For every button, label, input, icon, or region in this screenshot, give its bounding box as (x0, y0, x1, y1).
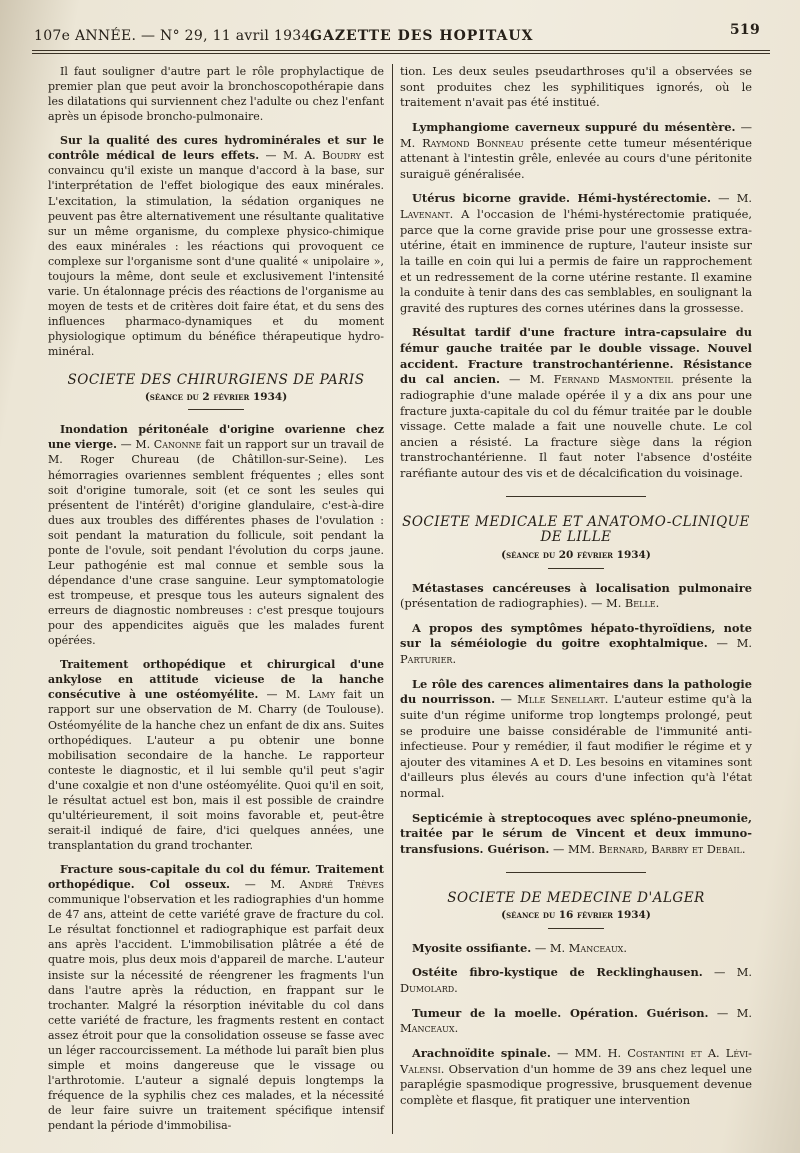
header-rule (32, 50, 770, 51)
article-author: — M. A. Boudry (265, 149, 361, 163)
article-title: Myosite ossifiante. (412, 940, 532, 955)
society-heading: SOCIETE DES CHIRURGIENS DE PARIS (67, 372, 365, 389)
article-body: présente la radiographie d'une malade opérée il y a dix ans pour une fracture juxta-capitale du col du fémur traitée par le double vissage. Cette malade a fait une nouvelle chute. Le col ancien a résisté. La fracture siège dans la région transtrochantérienne. Il faut noter l'absence d'ostéite raréfiante autour des vis et de décalcification du voisinage. (400, 372, 752, 480)
article-inondation (48, 422, 384, 648)
society-heading: SOCIETE DE MEDECINE D'ALGER (447, 889, 705, 906)
article-title: Sur la qualité des cures hydrominérales et sur le contrôle médical de leurs effets. (48, 134, 384, 163)
article-body: fait un rapport sur une observation de M. Charry (de Toulouse). Ostéomyélite de la hanche chez un enfant de dix ans. Suites orthopédiques. L'auteur a pu obtenir une bonne mobilisation secondaire de la hanche. Le rapporteur conteste le diagnostic, et il lui semble qu'il peut s'agir d'une coxalgie et non d'une ostéomyélite. Quoi qu'il en soit, le résultat actuel est bon, mais il est possible de craindre qu'ultérieurement, il soit moins favorable et, peut-être serait-il indiqué de faire, d'ici quelques années, une transplantation du grand trochanter. (48, 688, 385, 852)
society-heading: SOCIETE MEDICALE ET ANATOMO-CLINIQUE DE LILLE (402, 513, 750, 546)
article-title: Résultat tardif d'une fracture intra-capsulaire du fémur gauche traitée par le double vissage. Nouvel accident. Fracture transtrochantérienne. Résistance du cal ancien. (400, 325, 752, 387)
article-title: Tumeur de la moelle. Opération. Guérison. (412, 1005, 709, 1020)
article-fracture-col (48, 862, 384, 1133)
left-column (48, 64, 384, 1142)
article-author: — M. Belle. (591, 596, 660, 611)
article-title: Lymphangiome caverneux suppuré du mésentère. (412, 119, 736, 134)
article-author: — MM. H. Costantini et A. Lévi-Valensi. (400, 1045, 752, 1076)
meeting-date: (séance du 2 février 1934) (144, 391, 288, 404)
article-author: — M. Dumolard. (400, 965, 752, 995)
article-hydromineral (48, 133, 384, 359)
article-title: Ostéite fibro-kystique de Recklinghausen. (412, 965, 703, 980)
article-body: Observation d'un homme de 39 ans chez lequel une paraplégie spasmodique progressive, brusquement devenue complète et flasque, fit pratiquer une intervention (400, 1061, 752, 1107)
article-author: — M. Manceaux. (400, 1005, 752, 1036)
article-carences (400, 677, 752, 802)
article-lymphangiome (400, 120, 752, 183)
article-author: — M. André Trèves (244, 878, 384, 892)
article-body: communique l'observation et les radiographies d'un homme de 47 ans, atteint de cette variété grave de fracture du col. Le résultat fonctionnel et radiographique est parfait deux ans après l'accident. L'immobilisation plâtrée a été de quatre mois, plus deux mois d'appareil de marche. L'auteur insiste sur la nécessité de réengrener les fragments l'un dans l'autre après la réduction, en frappant sur le trochanter. Malgré la résorption inévitable du col dans cette variété de fracture, les fragments restent en contact assez étroit pour que la consolidation osseuse se fasse avec un léger raccourcissement. La méthode lui paraît bien plus simple et moins dangereuse que le vissage ou l'arthrotomie. L'auteur a signalé depuis longtemps la fréquence de la syphilis chez ces malades, et la nécessité de leur faire suivre un traitement spécifique intensif pendant la période d'immobilisa- (48, 893, 384, 1133)
issue-line: 107e ANNÉE. — N° 29, 11 avril 1934. (34, 28, 316, 44)
article-uterus (400, 191, 752, 316)
article-title: Métastases cancéreuses à localisation pulmonaire (412, 580, 752, 595)
article-author: — Mlle Senellart. (500, 692, 609, 707)
article-body: fait un rapport sur un travail de M. Roger Chureau (de Châtillon-sur-Seine). Les hémorragies ovariennes semblent fréquentes ; elles sont soit d'origine tumorale, soit (et ce sont les seules qui présentent de l'intérêt) d'origine glandulaire, c'est-à-dire dues aux troubles des différentes phases de l'ovulation : soit pendant la maturation du follicule, soit pendant la ponte de l'ovule, soit pendant l'évolution du corps jaune. Leur pathogénie est mal connue et semble sous la dépendance d'une crase sanguine. Leur symptomatologie est trompeuse, et presque tous les auteurs signalent des erreurs de diagnostic nombreuses : c'est presque toujours pour des appendicites aiguës que les malades furent opérées. (48, 438, 384, 648)
article-metastases (400, 581, 752, 612)
section-rule (548, 928, 604, 929)
meeting-date: (séance du 20 février 1934) (501, 548, 651, 561)
article-title: Utérus bicorne gravide. Hémi-hystérectomie. (412, 191, 712, 206)
article-arachnoidite (400, 1046, 752, 1109)
article-author: — M. Fernand Masmonteil (508, 372, 673, 387)
article-myosite (400, 941, 752, 957)
article-author: — MM. Bernard, Barbry et Debail. (552, 841, 746, 856)
article-author: — M. Lavenant. (400, 191, 752, 221)
article-thyroid (400, 621, 752, 668)
article-author: — M. Manceaux. (534, 940, 627, 955)
header-rule-double (32, 53, 770, 54)
continued-paragraph: tion. Les deux seules pseudarthroses qu'il a observées se sont produites chez les syphilitiques ignorés, où le traitement n'avait pas été institué. (400, 64, 752, 110)
article-title: Fracture sous-capitale du col du fémur. Traitement orthopédique. Col osseux. (48, 863, 384, 892)
article-author: — M. Lamy (266, 688, 336, 702)
article-body: est convaincu qu'il existe un manque d'accord à la base, sur l'interprétation de l'effet biologique des eaux minérales. L'excitation, la stimulation, la sédation organiques ne peuvent pas être alternativement une résultante qualitative sur un même organisme, du complexe physico-chimique des eaux minérales : les réactions qui provoquent ce complexe sur l'organisme sont d'une qualité « unipolaire », toujours la même, dont seule et exclusivement l'intensité varie. Un étalonnage précis des réactions de l'organisme au moyen de tests et de critères doit faire état, et du sens des influences pharmaco-dynamiques et du moment physiologique optimum du bénéfice thérapeutique hydro-minéral. (48, 149, 385, 359)
article-osteite (400, 965, 752, 996)
section-rule (506, 496, 646, 497)
article-author: — M. Raymond Bonneau (400, 119, 752, 150)
section-rule (188, 409, 244, 410)
section-rule (506, 872, 646, 873)
column-divider (392, 64, 393, 1134)
article-title: Traitement orthopédique et chirurgical d'une ankylose en attitude vicieuse de la hanche consécutive à une ostéomyélite. (48, 658, 384, 702)
page-number: 519 (729, 22, 760, 38)
article-author: — M. Canonne (120, 438, 202, 452)
journal-title: GAZETTE DES HOPITAUX (310, 28, 534, 44)
right-column (400, 64, 752, 1117)
article-title: Septicémie à streptocoques avec spléno-pneumonie, traitée par le sérum de Vincent et deux immuno-transfusions. Guérison. (400, 810, 752, 856)
article-femur (400, 325, 752, 481)
article-body: L'auteur estime qu'à la suite d'un régime uniforme trop longtemps prolongé, peut se produire une baisse considérable de l'immunité anti-infectieuse. Pour y remédier, il faut modifier le régime et y ajouter des vitamines A et D. Les besoins en vitamines sont d'ailleurs plus élevés au cours d'une infection qu'à l'état normal. (400, 692, 752, 800)
intro-paragraph: Il faut souligner d'autre part le rôle prophylactique de premier plan que peut avoir la bronchoscopothérapie dans les dilatations qui surviennent chez l'adulte ou chez l'enfant après un épisode broncho-pulmonaire. (48, 65, 384, 124)
meeting-date: (séance du 16 février 1934) (501, 909, 651, 922)
article-ankylose (48, 657, 384, 853)
article-author: — M. Parturier. (400, 636, 753, 666)
article-title: Arachnoïdite spinale. (412, 1045, 551, 1060)
article-body: présente cette tumeur mésentérique attenant à l'intestin grêle, enlevée au cours d'une péritonite suraiguë généralisée. (400, 135, 752, 181)
article-septicemie (400, 811, 752, 858)
section-rule (548, 568, 604, 569)
article-title: Inondation péritonéale d'origine ovarienne chez une vierge. (48, 423, 384, 452)
article-body: A l'occasion de l'hémi-hystérectomie pratiquée, parce que la corne gravide prise pour une grossesse extra-utérine, était en imminence de rupture, l'auteur insiste sur la taille en coin qui lui a permis de faire un rapprochement et un redressement de la corne utérine restante. Il examine la conduite à tenir dans des cas semblables, en soulignant la gravité des ruptures des cornes utérines dans la grossesse. (400, 207, 752, 315)
article-title: A propos des symptômes hépato-thyroïdiens, note sur la séméiologie du goitre exophtalmique. (400, 620, 752, 651)
article-body: (présentation de radiographies). (400, 596, 588, 611)
article-tumeur (400, 1006, 752, 1037)
article-title: Le rôle des carences alimentaires dans la pathologie du nourrisson. (400, 676, 752, 707)
